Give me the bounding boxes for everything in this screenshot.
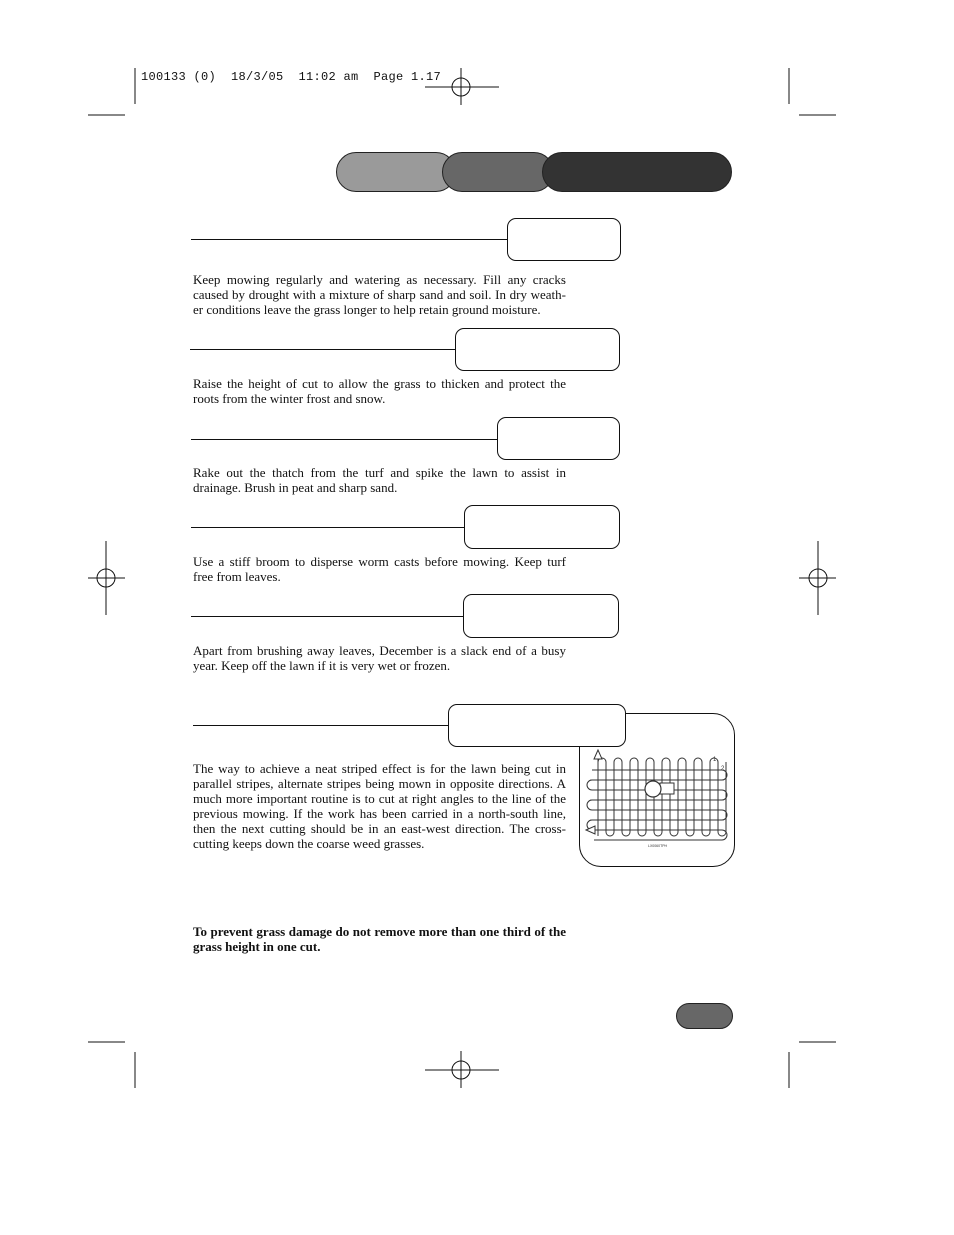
registration-target-bottom bbox=[425, 1051, 499, 1088]
month-heading-box bbox=[463, 594, 619, 638]
registration-target-left bbox=[88, 541, 125, 615]
header-tab-dark bbox=[542, 152, 732, 192]
page-number-tab bbox=[676, 1003, 733, 1029]
section-paragraph: Rake out the thatch from the turf and spike the lawn to assist in drainage. Brush in peat and sharp sand. bbox=[193, 465, 566, 495]
section-paragraph: Apart from brushing away leaves, December is a slack end of a busy year. Keep off the lawn if it is very wet or frozen. bbox=[193, 643, 566, 673]
section-rule bbox=[191, 439, 498, 440]
arrow-up-icon bbox=[594, 750, 602, 759]
month-heading-box bbox=[448, 704, 626, 747]
header-tab-mid bbox=[442, 152, 554, 192]
registration-target-right bbox=[799, 541, 836, 615]
section-rule bbox=[191, 239, 508, 240]
section-paragraph: The way to achieve a neat striped effect is for the lawn being cut in parallel stripes, alternate stripes being mown in opposite directions. A much more important routine is to cut at right angles to the line of the previous mowing. If the work has been carried in a north-south line, then the next cutting should be in an east-west direction. The cross-cutting keeps down the coarse weed grasses. bbox=[193, 761, 566, 851]
print-slug: 100133 (0) 18/3/05 11:02 am Page 1.17 bbox=[141, 70, 442, 84]
month-heading-box bbox=[497, 417, 620, 460]
registration-target-top bbox=[425, 68, 499, 105]
month-heading-box bbox=[455, 328, 620, 371]
pass-marker-1: 1 bbox=[713, 757, 717, 763]
header-tab-light bbox=[336, 152, 456, 192]
section-rule bbox=[193, 725, 449, 726]
section-rule bbox=[191, 527, 465, 528]
section-paragraph: Raise the height of cut to allow the grass to thicken and protect the roots from the winter frost and snow. bbox=[193, 376, 566, 406]
section-paragraph: Keep mowing regularly and watering as necessary. Fill any cracks caused by drought with a mixture of sharp sand and soil. In dry weath-er conditions leave the grass longer to help retain ground moisture. bbox=[193, 272, 566, 317]
pass-marker-2: 2 bbox=[721, 766, 725, 772]
section-paragraph: Use a stiff broom to disperse worm casts before mowing. Keep turf free from leaves. bbox=[193, 554, 566, 584]
section-rule bbox=[190, 349, 456, 350]
month-heading-box bbox=[464, 505, 620, 549]
section-rule bbox=[191, 616, 464, 617]
illustration-code: LX0060TPH bbox=[648, 844, 668, 848]
grass-damage-note: To prevent grass damage do not remove more than one third of the grass height in one cut. bbox=[193, 924, 566, 954]
month-heading-box bbox=[507, 218, 621, 261]
